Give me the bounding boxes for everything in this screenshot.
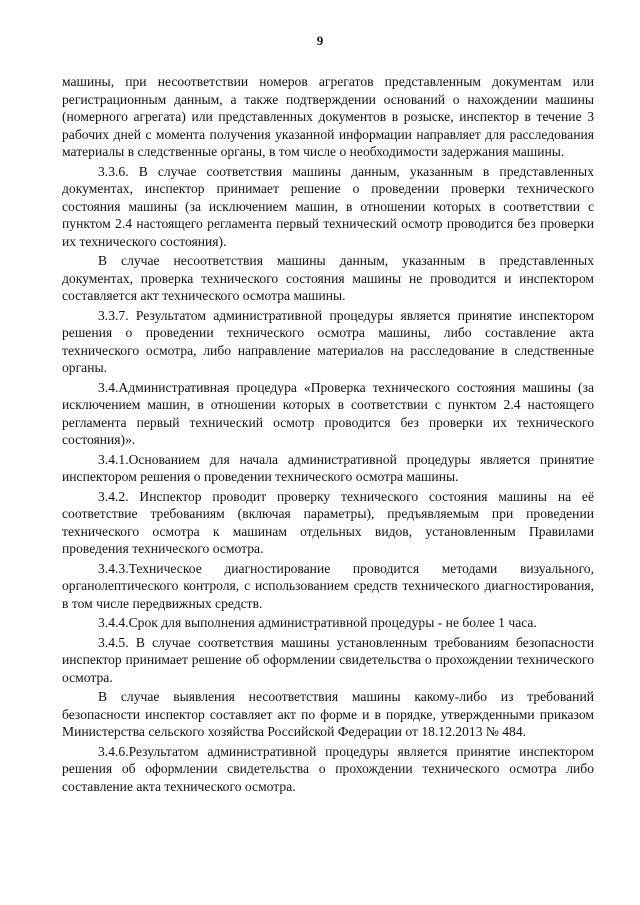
paragraph-3-4-3: 3.4.3.Техническое диагностирование проводится методами визуального, органолептического контроля, с использованием средств технического диагностирования, в том числе передвижных средств.: [62, 560, 594, 611]
paragraph-continuation: машины, при несоответствии номеров агрегатов представленным документам или регистрационным данным, а также подтверждении оснований о нахождении машины (номерного агрегата) или представленных документов в розыске, инспектор в течение 3 рабочих дней с момента получения указанной информации направляет для расследования материалы в следственные органы, в том числе о необходимости задержания машины.: [62, 74, 594, 159]
paragraph-3-4-1: 3.4.1.Основанием для начала административной процедуры является принятие инспектором решения о проведении технического осмотра машины.: [62, 451, 594, 484]
page-number: 9: [316, 33, 324, 48]
paragraph-nonconformity: В случае выявления несоответствия машины какому-либо из требований безопасности инспектор составляет акт по форме и в порядке, утвержденными приказом Министерства сельского хозяйства Российской Федерации от 18.12.2013 № 484.: [62, 689, 594, 739]
document-body: [62, 73, 594, 797]
paragraph-3-4-6: 3.4.6.Результатом административной процедуры является принятие инспектором решения об оформлении свидетельства о прохождении технического осмотра либо составление акта технического осмотра.: [62, 743, 594, 794]
paragraph-3-4: 3.4.Административная процедура «Проверка технического состояния машины (за исключением машин, в отношении которых в соответствии с пунктом 2.4 настоящего регламента первый технический осмотр проводится без проверки их технического состояния)».: [62, 379, 594, 447]
paragraph-3-4-2: 3.4.2. Инспектор проводит проверку технического состояния машины на её соответствие требованиям (включая параметры), предъявляемым при проведении технического осмотра к машинам отдельных видов, установленным Правилами проведения технического осмотра.: [62, 488, 594, 556]
paragraph-mismatch: В случае несоответствия машины данным, указанным в представленных документах, проверка технического состояния машины не проводится и инспектором составляется акт технического осмотра машины.: [62, 253, 594, 303]
paragraph-3-4-4: 3.4.4.Срок для выполнения административной процедуры - не более 1 часа.: [98, 615, 537, 630]
paragraph-3-3-7: 3.3.7. Результатом административной процедуры является принятие инспектором решения о проведении технического осмотра машины, либо составление акта технического осмотра, либо направление материалов на расследование в следственные органы.: [62, 307, 594, 375]
paragraph-3-3-6: 3.3.6. В случае соответствия машины данным, указанным в представленных документах, инспектор принимает решение о проведении проверки технического состояния машины (за исключением машин, в отношении которых в соответствии с пунктом 2.4 настоящего регламента первый технический осмотр проводится без проверки их технического состояния).: [62, 163, 594, 249]
paragraph-3-4-5: 3.4.5. В случае соответствия машины установленным требованиям безопасности инспектор принимает решение об оформлении свидетельства о прохождении технического осмотра.: [62, 634, 594, 685]
